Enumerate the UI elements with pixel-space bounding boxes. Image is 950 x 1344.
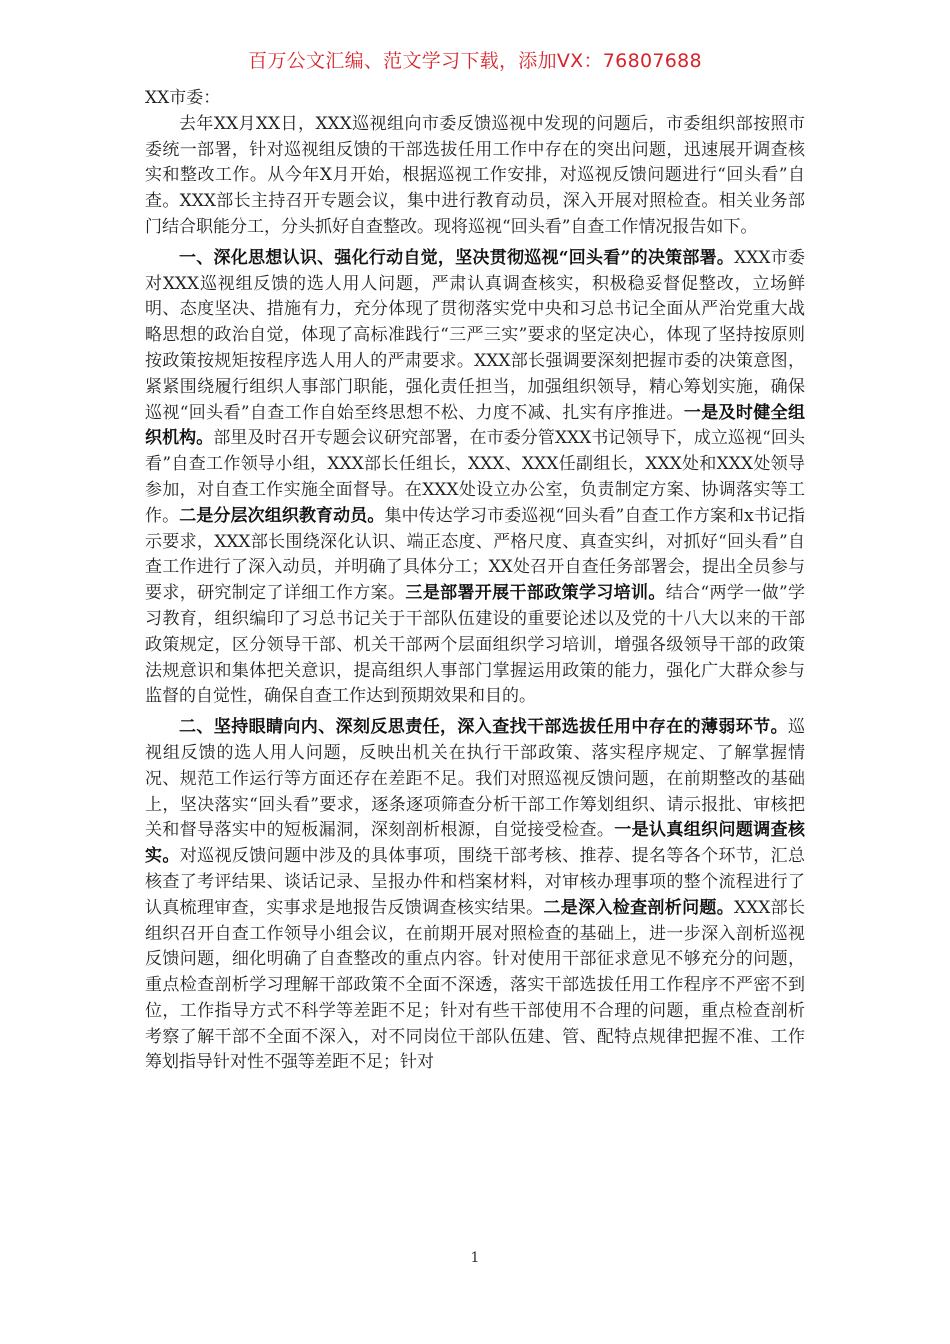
section-2-text-3: XXX部长组织召开自查工作领导小组会议，在前期开展对照检查的基础上，进一步深入剖析巡视反馈问题，细化明确了自查整改的重点内容。针对使用干部征求意见不够充分的问题，重点检查剖析学习理解干部政策不全面不深透，落实干部选拔任用工作程序不严密不到位，工作指导方式不科学等差距不足；针对有些干部使用不合理的问题，重点检查剖析考察了解干部不全面不深入，对不同岗位干部队伍建、管、配特点规律把握不准、工作筹划指导针对性不强等差距不足；针对 (145, 897, 806, 1073)
intro-paragraph: 去年XX月XX日，XXX巡视组向市委反馈巡视中发现的问题后，市委组织部按照市委统一部署，针对巡视组反馈的干部选拔任用工作中存在的突出问题，迅速展开调查核实和整改工作。从今年X月开始，根据巡视工作安排，对巡视反馈问题进行“回头看”自查。XXX部长主持召开专题会议，集中进行教育动员，深入开展对照检查。相关业务部门结合职能分工，分头抓好自查整改。现将巡视“回头看”自查工作情况报告如下。 (145, 113, 805, 237)
section-1-text-4: 结合“两学一做”学习教育，组织编印了习总书记关于干部队伍建设的重要论述以及党的十八大以来的干部政策规定，区分领导干部、机关干部两个层面组织学习培训，增强各级领导干部的政策法规意识和集体把关意识，提高组织人事部门掌握运用政策的能力，强化广大群众参与监督的自觉性，确保自查工作达到预期效果和目的。 (145, 583, 805, 707)
section-2-paragraph (145, 715, 805, 1076)
section-1-text-3: 集中传达学习市委巡视“回头看”自查工作方案和x书记指示要求，XXX部长围绕深化认识、端正态度、严格尺度、真查实纠，对抓好“回头看”自查工作进行了深入动员，并明确了具体分工；XX处召开自查任务部署会，提出全员参与要求，研究制定了详细工作方案。 (145, 505, 806, 604)
watermark-header: 百万公文汇编、范文学习下载，添加VX：76807688 (248, 50, 702, 72)
section-2-text-1: 巡视组反馈的选人用人问题，反映出机关在执行干部政策、落实程序规定、了解掌握情况、规范工作运行等方面还存在差距不足。我们对照巡视反馈问题，在前期整改的基础上，坚决落实“回头看”要求，逐条逐项筛查分析干部工作筹划组织、请示报批、审核把关和督导落实中的短板漏洞，深刻剖析根源，自觉接受检查。 (145, 717, 805, 841)
section-2-text-2: 对巡视反馈问题中涉及的具体事项，围绕干部考核、推荐、提名等各个环节，汇总核查了考评结果、谈话记录、呈报办件和档案材料，对审核办理事项的整个流程进行了认真梳理审查，实事求是地报告反馈调查核实结果。 (145, 846, 806, 918)
section-2-heading: 二、坚持眼睛向内、深刻反思责任，深入查找干部选拔任用中存在的薄弱环节。 (179, 717, 788, 738)
salutation: XX市委： (145, 88, 221, 108)
section-1-text-1: XXX市委对XXX巡视组反馈的选人用人问题，严肃认真调查核实，积极稳妥督促整改，立场鲜明、态度坚决、措施有力，充分体现了贯彻落实党中央和习总书记全面从严治党重大战略思想的政治自觉，体现了高标准践行“三严三实”要求的坚定决心，体现了坚持按原则按政策按规矩按程序选人用人的严肃要求。XXX部长强调要深刻把握市委的决策意图，紧紧围绕履行组织人事部门职能，强化责任担当，加强组织领导，精心筹划实施，确保巡视“回头看”自查工作自始至终思想不松、力度不减、扎实有序推进。 (145, 247, 806, 423)
section-1-point-3: 三是部署开展干部政策学习培训。 (405, 583, 666, 604)
section-1-point-1: 一是及时健全组织机构。 (145, 402, 805, 449)
section-2-point-1: 一是认真组织问题调查核实。 (145, 820, 806, 867)
page-number: 1 (470, 1250, 480, 1266)
section-1-paragraph (145, 246, 805, 710)
section-1-text-2: 部里及时召开专题会议研究部署，在市委分管XXX书记领导下，成立巡视“回头看”自查工作领导小组，XXX部长任组长，XXX、XXX任副组长，XXX处和XXX处领导参加，对自查工作实施全面督导。在XXX处设立办公室，负责制定方案、协调落实等工作。 (145, 428, 806, 526)
document-body (145, 86, 805, 1076)
section-1-point-2: 二是分层次组织教育动员。 (179, 505, 385, 526)
section-1-heading: 一、深化思想认识、强化行动自觉，坚决贯彻巡视“回头看”的决策部署。 (179, 247, 735, 268)
section-2-point-2: 二是深入检查剖析问题。 (543, 897, 735, 918)
